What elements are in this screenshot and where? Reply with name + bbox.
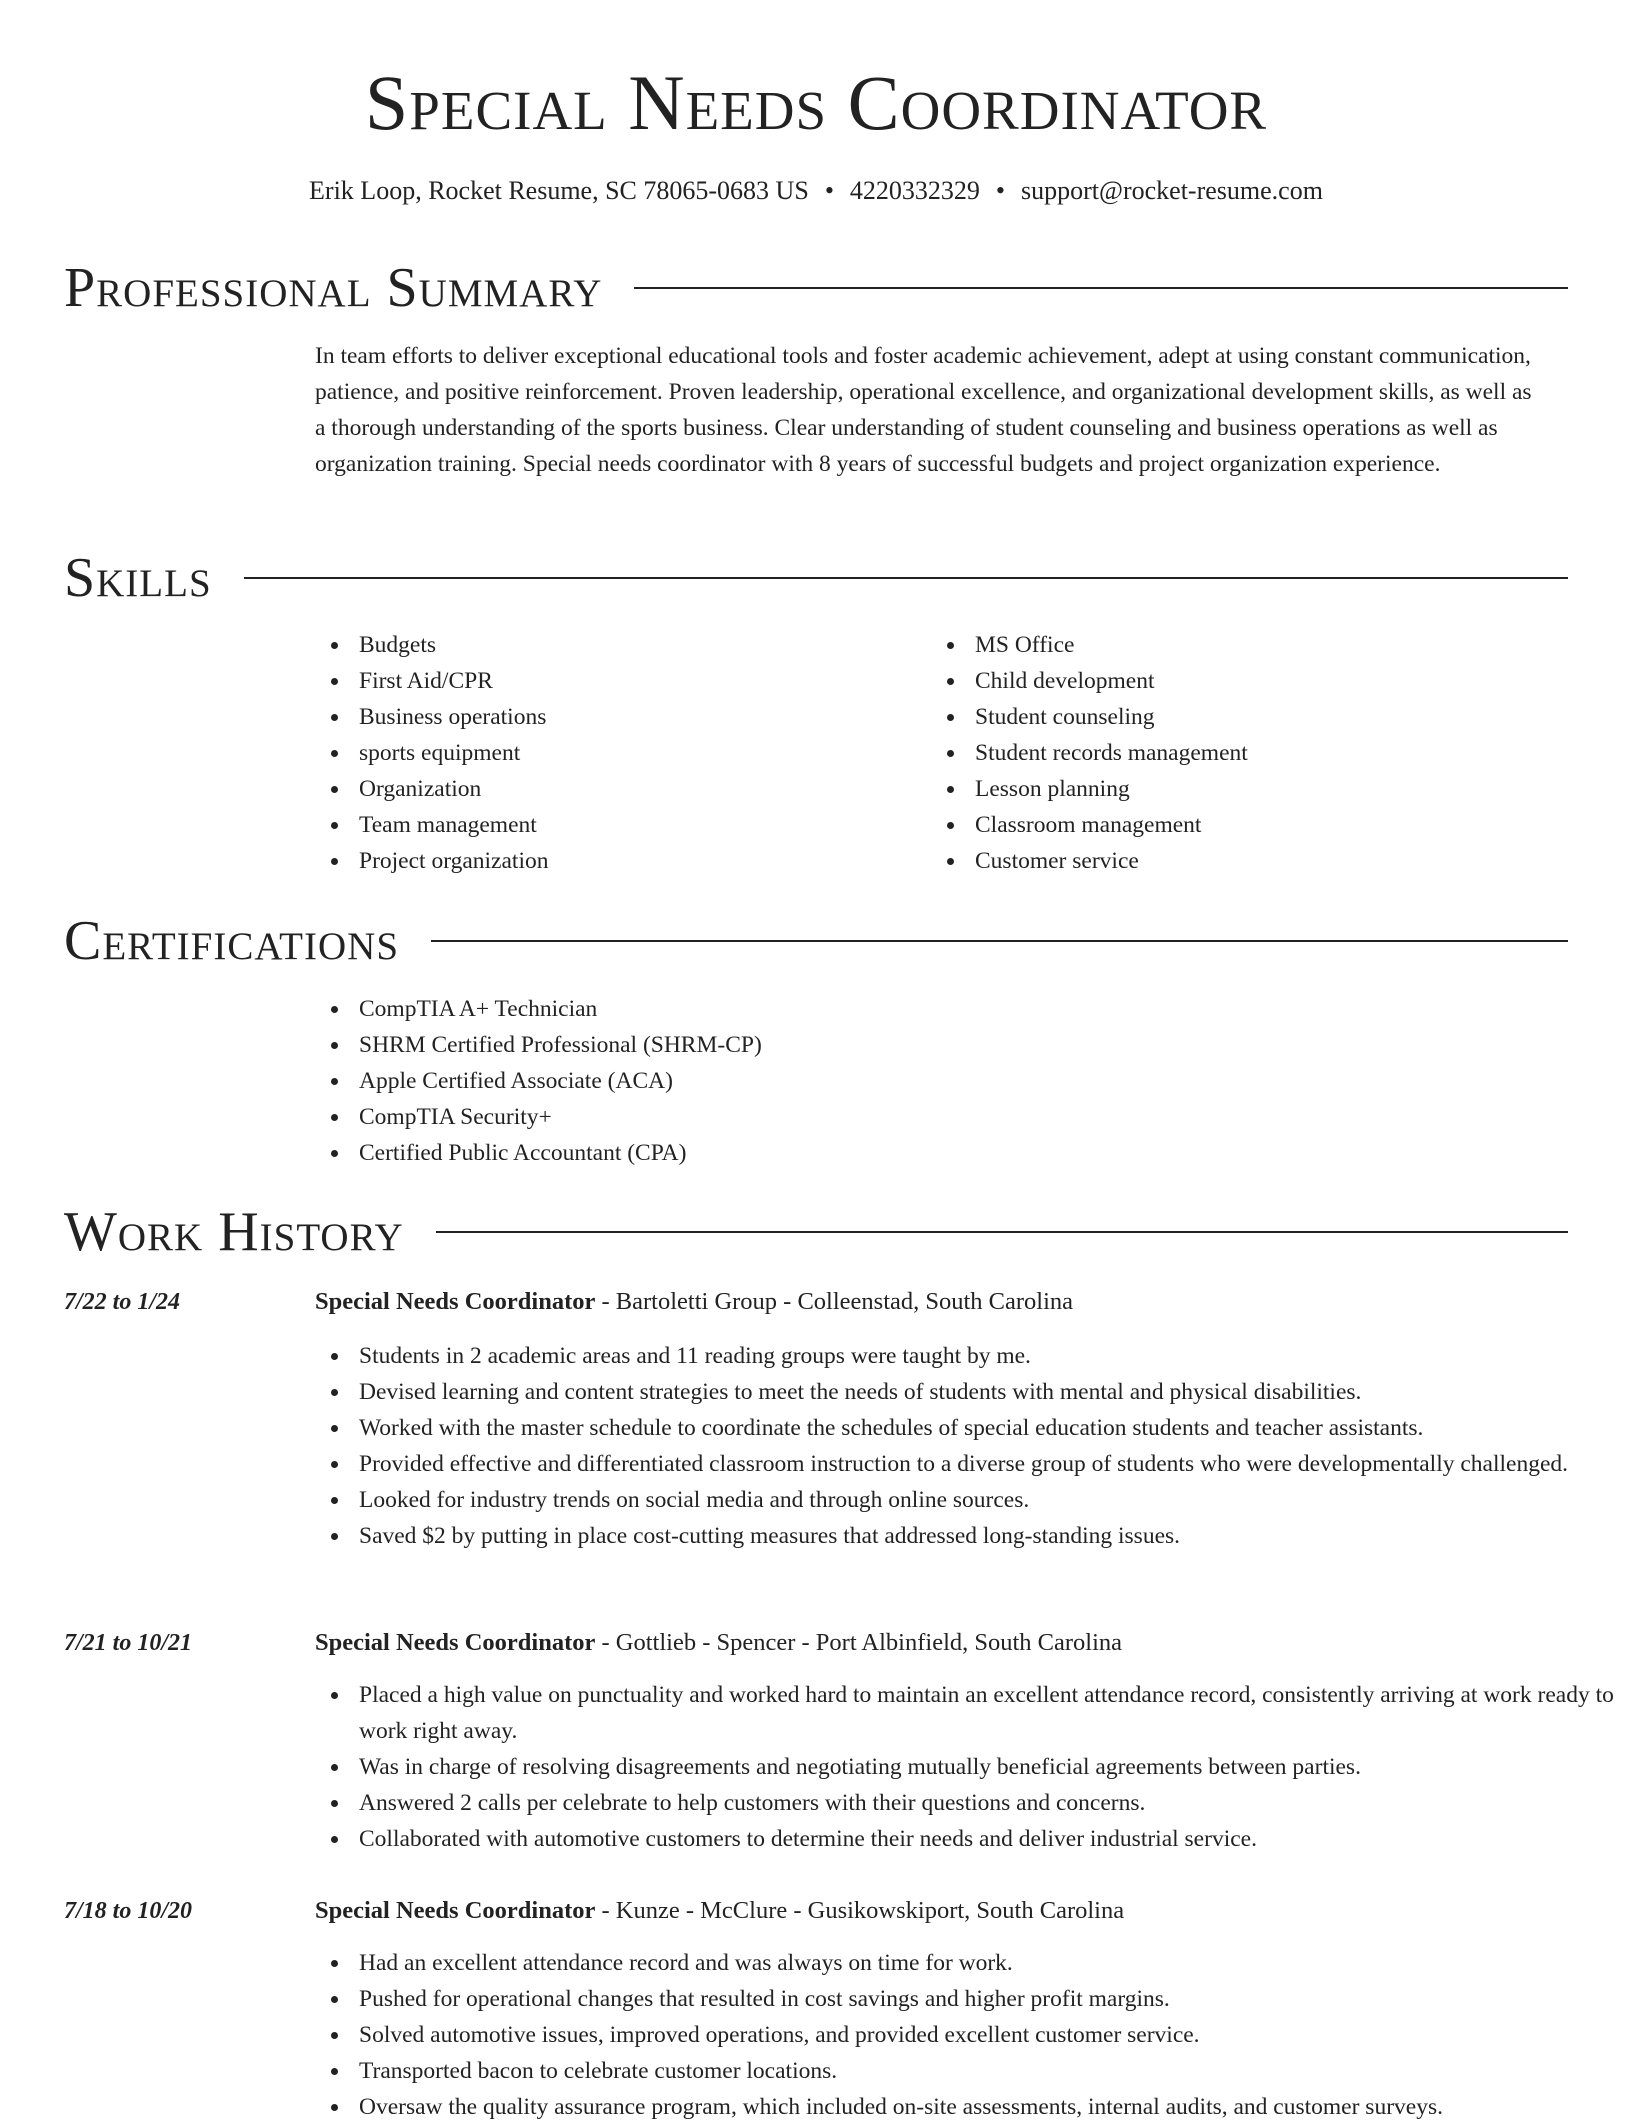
job-bullet: Transported bacon to celebrate customer locations. [315, 2053, 1615, 2089]
resume-title: Special Needs Coordinator [364, 59, 1268, 146]
contact-separator: • [824, 176, 834, 205]
section-heading: Certifications [64, 910, 400, 972]
job-bullet: Collaborated with automotive customers to determine their needs and deliver industrial service. [315, 1821, 1615, 1857]
job-role: Special Needs Coordinator [315, 1629, 596, 1656]
contact-separator: • [995, 176, 1006, 205]
job-heading [315, 1284, 1073, 1320]
job-bullets [315, 1945, 1615, 2125]
section-work-history [64, 1197, 1568, 1267]
job-role: Special Needs Coordinator [315, 1897, 596, 1924]
skill-item: Student counseling [931, 699, 1491, 735]
skill-item: Project organization [315, 843, 875, 879]
job-bullet: Pushed for operational changes that resulted in cost savings and higher profit margins. [315, 1981, 1615, 2017]
skill-item: Customer service [931, 843, 1491, 879]
section-divider [244, 577, 1568, 579]
section-heading: Skills [64, 547, 212, 609]
job-heading [315, 1625, 1122, 1661]
job-bullet: Answered 2 calls per celebrate to help customers with their questions and concerns. [315, 1785, 1615, 1821]
skill-item: Team management [315, 807, 875, 843]
contact-line [0, 174, 1632, 208]
job-bullets [315, 1677, 1615, 1857]
job-bullet: Oversaw the quality assurance program, which included on-site assessments, internal audits, and customer surveys. [315, 2089, 1615, 2125]
job-details: - Gottlieb - Spencer - Port Albinfield, South Carolina [595, 1629, 1123, 1656]
skill-item: Lesson planning [931, 771, 1491, 807]
certifications-list [315, 991, 1215, 1171]
certification-item: CompTIA Security+ [315, 1099, 1215, 1135]
skill-item: Child development [931, 663, 1491, 699]
job-bullet: Devised learning and content strategies to meet the needs of students with mental and physical disabilities. [315, 1374, 1615, 1410]
section-summary [64, 253, 1568, 323]
skill-item: MS Office [931, 627, 1491, 663]
skill-item: sports equipment [315, 735, 875, 771]
skill-item: Budgets [315, 627, 875, 663]
skill-item: First Aid/CPR [315, 663, 875, 699]
certification-item: CompTIA A+ Technician [315, 991, 1215, 1027]
section-divider [431, 940, 1568, 942]
job-bullet: Worked with the master schedule to coordinate the schedules of special education students and teacher assistants. [315, 1410, 1615, 1446]
job-details: - Bartoletti Group - Colleenstad, South Carolina [595, 1288, 1074, 1315]
job-bullet: Students in 2 academic areas and 11 reading groups were taught by me. [315, 1338, 1615, 1374]
skill-item: Student records management [931, 735, 1491, 771]
section-heading: Work History [64, 1201, 404, 1263]
skill-item: Classroom management [931, 807, 1491, 843]
skill-item: Business operations [315, 699, 875, 735]
job-dates: 7/21 to 10/21 [64, 1630, 193, 1656]
job-details: - Kunze - McClure - Gusikowskiport, South Carolina [595, 1897, 1125, 1924]
job-bullet: Was in charge of resolving disagreements and negotiating mutually beneficial agreements between parties. [315, 1749, 1615, 1785]
section-divider [634, 287, 1568, 289]
job-bullet: Solved automotive issues, improved operations, and provided excellent customer service. [315, 2017, 1615, 2053]
contact-phone: 4220332329 [849, 176, 980, 205]
skills-column-right [931, 627, 1491, 879]
job-bullet: Looked for industry trends on social media and through online sources. [315, 1482, 1615, 1518]
section-certifications [64, 906, 1568, 976]
job-dates: 7/18 to 10/20 [64, 1898, 193, 1924]
job-bullet: Provided effective and differentiated classroom instruction to a diverse group of students who were developmentally challenged. [315, 1446, 1615, 1482]
job-bullet: Saved $2 by putting in place cost-cutting measures that addressed long-standing issues. [315, 1518, 1615, 1554]
skills-column-left [315, 627, 875, 879]
section-skills [64, 543, 1568, 613]
certification-item: SHRM Certified Professional (SHRM-CP) [315, 1027, 1215, 1063]
certification-item: Certified Public Accountant (CPA) [315, 1135, 1215, 1171]
section-divider [436, 1231, 1568, 1233]
summary-paragraph: In team efforts to deliver exceptional educational tools and foster academic achievement, adept at using constant communication, patience, and positive reinforcement. Proven leadership, operational excellence, and organizational development skills, as well as a thorough understanding of the sports business. Clear understanding of student counseling and business operations as well as organization training. Special needs coordinator with 8 years of successful budgets and project organization experience. [315, 343, 1532, 477]
job-dates: 7/22 to 1/24 [64, 1289, 181, 1315]
job-heading [315, 1893, 1124, 1929]
contact-address: Erik Loop, Rocket Resume, SC 78065-0683 US [309, 176, 809, 205]
skill-item: Organization [315, 771, 875, 807]
certification-item: Apple Certified Associate (ACA) [315, 1063, 1215, 1099]
contact-email: support@rocket-resume.com [1021, 176, 1323, 205]
job-bullet: Had an excellent attendance record and was always on time for work. [315, 1945, 1615, 1981]
job-bullets [315, 1338, 1615, 1554]
job-bullet: Placed a high value on punctuality and worked hard to maintain an excellent attendance record, consistently arriving at work ready to work right away. [315, 1677, 1615, 1749]
section-heading: Professional Summary [64, 257, 603, 319]
job-role: Special Needs Coordinator [315, 1288, 596, 1315]
